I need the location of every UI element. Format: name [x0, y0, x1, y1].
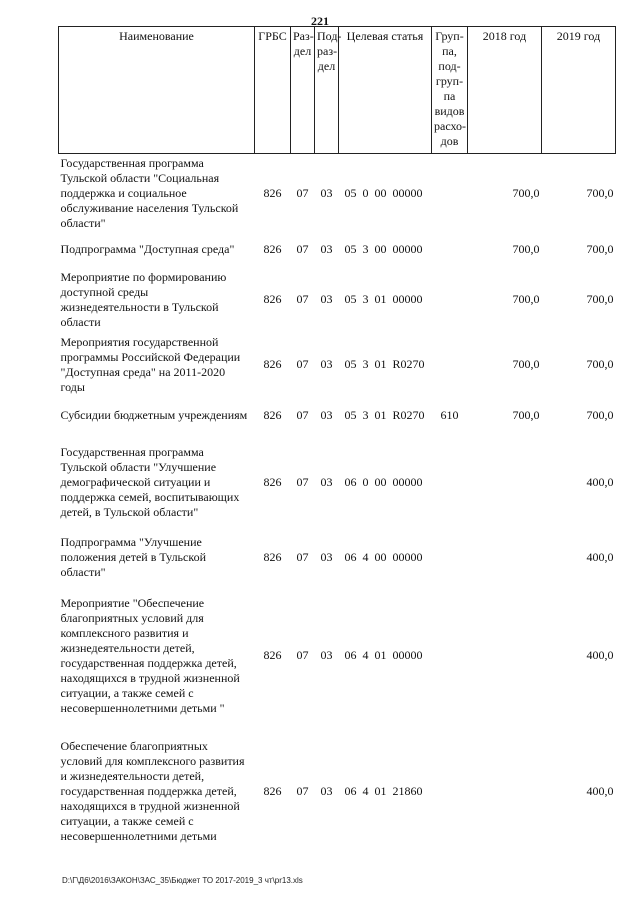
row-podrazdel: 03 [320, 784, 333, 798]
row-group: 610 [440, 408, 459, 422]
header-grbs: ГРБС [255, 27, 291, 154]
table-header-row [59, 27, 616, 154]
row-2019: 400,0 [586, 550, 614, 564]
row-2019: 700,0 [586, 186, 614, 201]
row-target: 06 4 01 00000 [344, 648, 423, 662]
header-group: Груп- па, под- груп- па видов расхо- дов [432, 27, 468, 154]
row-grbs: 826 [263, 475, 282, 489]
row-podrazdel: 03 [320, 186, 333, 201]
table-row [59, 726, 616, 858]
row-name: Подпрограмма "Улучшение положения детей в Тульской области" [60, 535, 206, 579]
header-2019: 2019 год [542, 27, 616, 154]
row-name: Подпрограмма "Доступная среда" [60, 242, 235, 256]
row-name: Обеспечение благоприятных условий для комплексного развития и жизнедеятельности детей, государственная поддержка детей, находящихся в трудной жизненной ситуации, а также семей с несовершеннолетними детьми [60, 739, 245, 843]
row-group [432, 726, 468, 858]
row-razdel: 07 [296, 292, 309, 306]
page-number: 221 [311, 14, 329, 28]
row-target: 06 4 01 21860 [344, 784, 423, 798]
row-grbs: 826 [263, 648, 282, 662]
row-name: Мероприятие "Обеспечение благоприятных условий для комплексного развития и жизнедеятельности детей, государственная поддержка детей, находящихся в трудной жизненной ситуации, а также семей с несовершеннолетними детьми " [60, 595, 240, 715]
row-2018: 700,0 [512, 186, 540, 201]
row-2018 [468, 586, 542, 726]
row-target: 05 3 01 00000 [344, 292, 423, 306]
header-target: Целевая статья [339, 27, 432, 154]
header-podrazdel: Под- раз- дел [315, 27, 339, 154]
row-razdel: 07 [296, 242, 309, 256]
budget-table [58, 26, 616, 858]
table-row [59, 530, 616, 586]
row-grbs: 826 [263, 357, 282, 371]
row-group [432, 154, 468, 234]
row-name: Мероприятие по формированию доступной среды жизнедеятельности в Тульской области [60, 269, 227, 329]
row-group [432, 266, 468, 334]
row-2019: 400,0 [586, 475, 614, 489]
row-name: Субсидии бюджетным учреждениям [60, 408, 248, 422]
header-razdel: Раз- дел [291, 27, 315, 154]
table-row [59, 154, 616, 234]
row-podrazdel: 03 [320, 475, 333, 489]
row-podrazdel: 03 [320, 242, 333, 256]
table-row [59, 234, 616, 266]
row-name: Мероприятия государственной программы Российской Федерации "Доступная среда" на 2011-2020 годы [60, 334, 241, 394]
table-row [59, 586, 616, 726]
row-target: 05 3 00 00000 [344, 242, 423, 256]
row-podrazdel: 03 [320, 550, 333, 564]
row-razdel: 07 [296, 475, 309, 489]
row-2019: 700,0 [586, 408, 614, 422]
footer-file-path: D:\Г\Д6\2016\ЗАКОН\ЗАС_35\Бюджет ТО 2017-2019_3 чт\pr13.xls [62, 876, 303, 885]
row-group [432, 530, 468, 586]
row-2018: 700,0 [512, 292, 540, 306]
row-podrazdel: 03 [320, 357, 333, 371]
row-podrazdel: 03 [320, 292, 333, 306]
table-row [59, 266, 616, 334]
row-2019: 700,0 [586, 292, 614, 306]
row-2019: 700,0 [586, 357, 614, 371]
row-razdel: 07 [296, 357, 309, 371]
row-name: Государственная программа Тульской области "Улучшение демографической ситуации и поддержка семей, воспитывающих детей, в Тульской области" [60, 445, 240, 519]
row-razdel: 07 [296, 186, 309, 201]
row-group [432, 436, 468, 530]
row-grbs: 826 [263, 550, 282, 564]
row-grbs: 826 [263, 186, 282, 201]
row-2018 [468, 436, 542, 530]
row-2018 [468, 726, 542, 858]
row-target: 05 3 01 R0270 [344, 357, 425, 371]
row-target: 06 0 00 00000 [344, 475, 423, 489]
table-row [59, 396, 616, 436]
row-2018: 700,0 [512, 408, 540, 422]
row-grbs: 826 [263, 242, 282, 256]
row-2018: 700,0 [512, 242, 540, 256]
row-razdel: 07 [296, 784, 309, 798]
row-2018 [468, 530, 542, 586]
row-group [432, 586, 468, 726]
row-2018: 700,0 [512, 357, 540, 371]
row-target: 05 3 01 R0270 [344, 408, 425, 422]
row-group [432, 234, 468, 266]
row-razdel: 07 [296, 648, 309, 662]
header-name: Наименование [59, 27, 255, 154]
row-target: 06 4 00 00000 [344, 550, 423, 564]
row-grbs: 826 [263, 292, 282, 306]
row-grbs: 826 [263, 784, 282, 798]
row-2019: 400,0 [586, 784, 614, 798]
row-podrazdel: 03 [320, 648, 333, 662]
table-row [59, 436, 616, 530]
table-row [59, 334, 616, 396]
row-grbs: 826 [263, 408, 282, 422]
row-name: Государственная программа Тульской области "Социальная поддержка и социальное обслуживание населения Тульской области" [60, 156, 239, 231]
row-podrazdel: 03 [320, 408, 333, 422]
row-2019: 700,0 [586, 242, 614, 256]
row-group [432, 334, 468, 396]
row-razdel: 07 [296, 408, 309, 422]
header-2018: 2018 год [468, 27, 542, 154]
row-2019: 400,0 [586, 648, 614, 662]
row-target: 05 0 00 00000 [344, 186, 423, 201]
row-razdel: 07 [296, 550, 309, 564]
